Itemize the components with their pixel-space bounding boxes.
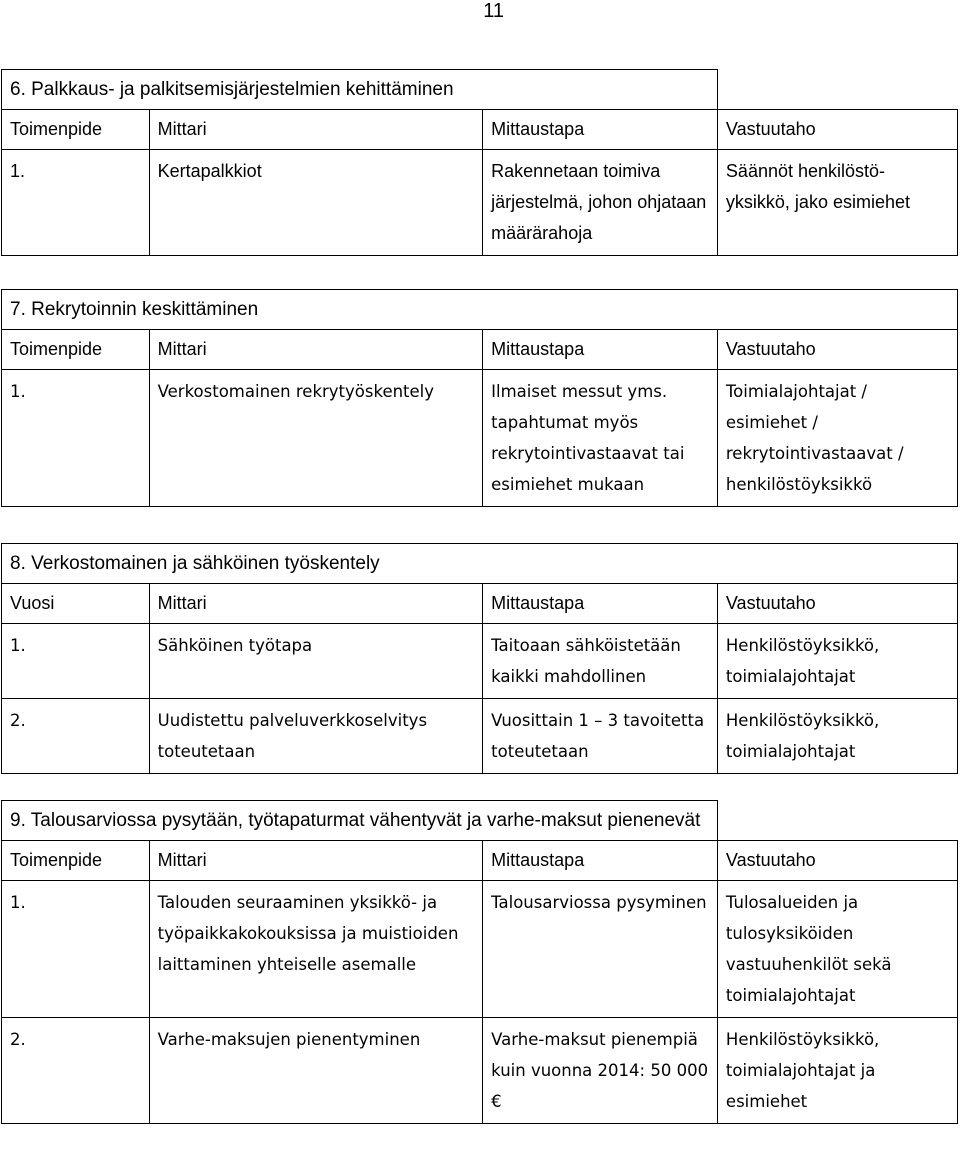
header-mittari: Mittari bbox=[149, 584, 483, 624]
row-mittari: Talouden seuraaminen yksikkö- ja työpaikkakokouksissa ja muistioiden laittaminen yhteiselle asemalle bbox=[149, 881, 483, 1018]
row-vastuutaho: Tulosalueiden ja tulosyksiköiden vastuuhenkilöt sekä toimialajohtajat bbox=[717, 881, 957, 1018]
section-9-table bbox=[1, 800, 958, 1124]
header-mittaustapa: Mittaustapa bbox=[483, 110, 718, 150]
row-number: 1. bbox=[2, 881, 150, 1018]
section-6-table bbox=[1, 69, 958, 256]
row-mittaustapa: Rakennetaan toimiva järjestelmä, johon ohjataan määrärahoja bbox=[483, 150, 718, 256]
row-number: 2. bbox=[2, 1018, 150, 1124]
header-vastuutaho: Vastuutaho bbox=[717, 110, 957, 150]
row-number: 1. bbox=[2, 624, 150, 699]
row-vastuutaho: Henkilöstöyksikkö, toimialajohtajat ja esimiehet bbox=[717, 1018, 957, 1124]
row-mittari: Uudistettu palveluverkkoselvitys toteutetaan bbox=[149, 699, 483, 774]
section-title: 6. Palkkaus- ja palkitsemisjärjestelmien kehittäminen bbox=[2, 70, 718, 110]
table-row bbox=[2, 370, 958, 507]
header-mittari: Mittari bbox=[149, 330, 483, 370]
page-number: 11 bbox=[483, 0, 504, 22]
section-7-table bbox=[1, 289, 958, 507]
header-toimenpide: Toimenpide bbox=[2, 841, 150, 881]
table-row bbox=[2, 881, 958, 1018]
table-row bbox=[2, 699, 958, 774]
header-toimenpide: Toimenpide bbox=[2, 110, 150, 150]
row-vastuutaho: Toimialajohtajat / esimiehet / rekrytointivastaavat / henkilöstöyksikkö bbox=[717, 370, 957, 507]
row-mittaustapa: Taitoaan sähköistetään kaikki mahdollinen bbox=[483, 624, 718, 699]
header-mittari: Mittari bbox=[149, 110, 483, 150]
row-vastuutaho: Henkilöstöyksikkö, toimialajohtajat bbox=[717, 699, 957, 774]
section-8-table bbox=[1, 543, 958, 774]
row-vastuutaho: Henkilöstöyksikkö, toimialajohtajat bbox=[717, 624, 957, 699]
row-mittari: Varhe-maksujen pienentyminen bbox=[149, 1018, 483, 1124]
header-mittaustapa: Mittaustapa bbox=[483, 584, 718, 624]
row-mittari: Sähköinen työtapa bbox=[149, 624, 483, 699]
row-mittaustapa: Vuosittain 1 – 3 tavoitetta toteutetaan bbox=[483, 699, 718, 774]
row-mittaustapa: Varhe-maksut pienempiä kuin vuonna 2014: 50 000 € bbox=[483, 1018, 718, 1124]
row-number: 1. bbox=[2, 370, 150, 507]
header-vuosi: Vuosi bbox=[2, 584, 150, 624]
table-row bbox=[2, 624, 958, 699]
row-number: 1. bbox=[2, 150, 150, 256]
section-title: 7. Rekrytoinnin keskittäminen bbox=[2, 290, 958, 330]
header-vastuutaho: Vastuutaho bbox=[717, 584, 957, 624]
row-mittaustapa: Ilmaiset messut yms. tapahtumat myös rekrytointivastaavat tai esimiehet mukaan bbox=[483, 370, 718, 507]
header-vastuutaho: Vastuutaho bbox=[717, 330, 957, 370]
table-row bbox=[2, 1018, 958, 1124]
row-number: 2. bbox=[2, 699, 150, 774]
row-mittaustapa: Talousarviossa pysyminen bbox=[483, 881, 718, 1018]
row-mittari: Verkostomainen rekrytyöskentely bbox=[149, 370, 483, 507]
row-vastuutaho: Säännöt henkilöstö-yksikkö, jako esimiehet bbox=[717, 150, 957, 256]
table-row bbox=[2, 150, 958, 256]
header-mittaustapa: Mittaustapa bbox=[483, 330, 718, 370]
section-title: 9. Talousarviossa pysytään, työtapaturmat vähentyvät ja varhe-maksut pienenevät bbox=[2, 801, 718, 841]
section-title: 8. Verkostomainen ja sähköinen työskentely bbox=[2, 544, 958, 584]
header-toimenpide: Toimenpide bbox=[2, 330, 150, 370]
header-mittaustapa: Mittaustapa bbox=[483, 841, 718, 881]
header-vastuutaho: Vastuutaho bbox=[717, 841, 957, 881]
header-mittari: Mittari bbox=[149, 841, 483, 881]
row-mittari: Kertapalkkiot bbox=[149, 150, 483, 256]
